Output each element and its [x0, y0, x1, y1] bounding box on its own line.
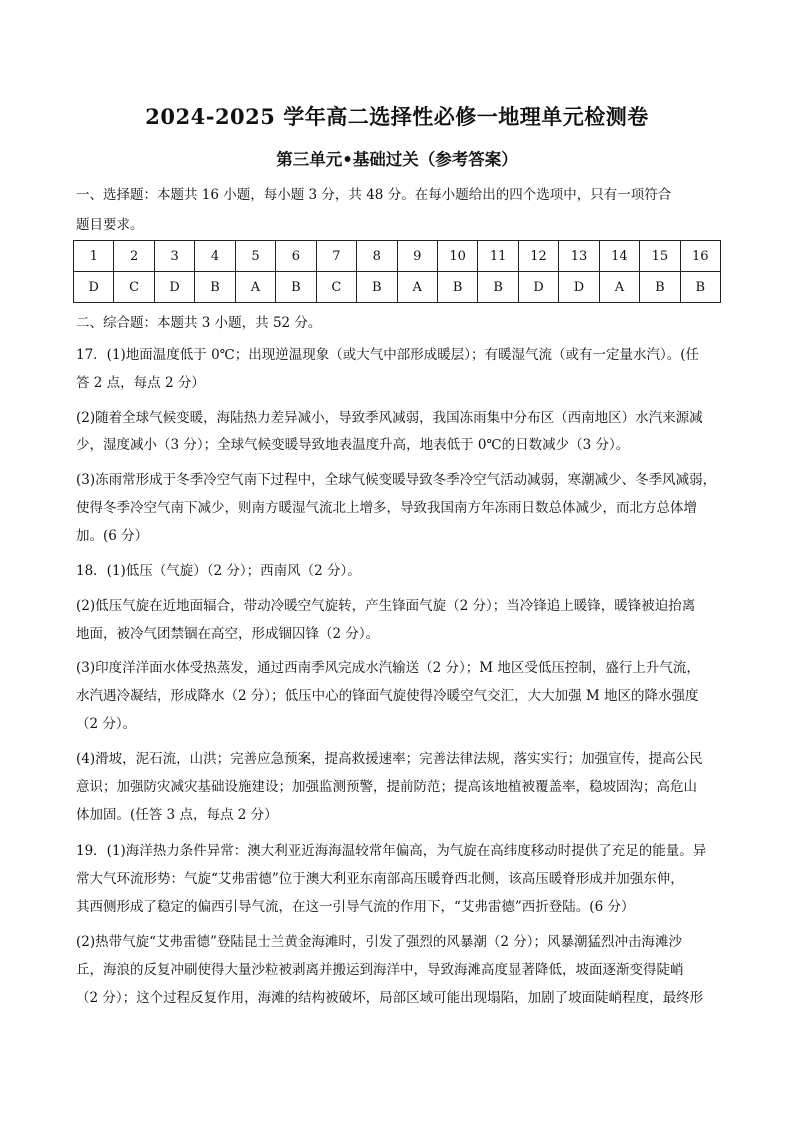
answer-table-answer-row [74, 272, 721, 303]
question-number-cell: 4 [195, 241, 235, 272]
question-number-cell: 16 [680, 241, 720, 272]
answer-cell: B [195, 272, 235, 303]
answer-text-line: 17．(1)地面温度低于 0℃；出现逆温现象（或大气中部形成暖层）；有暖湿气流（或有一定量水汽）。(任 [76, 347, 700, 363]
answer-text-line: (3)冻雨常形成于冬季冷空气南下过程中，全球气候变暖导致冬季冷空气活动减弱，寒潮减少、冬季风减弱， [76, 472, 717, 488]
answer-text-line: (4)滑坡，泥石流，山洪；完善应急预案，提高救援速率；完善法律法规，落实实行；加强宣传，提高公民 [76, 751, 703, 767]
question-number-cell: 6 [276, 241, 316, 272]
page-subtitle: 第三单元•基础过关（参考答案） [276, 150, 518, 169]
question-number-cell: 8 [357, 241, 397, 272]
answer-text-line: (2)热带气旋“艾弗雷德”登陆昆士兰黄金海滩时，引发了强烈的风暴潮（2 分）；风暴潮猛烈冲击海滩沙 [76, 934, 683, 950]
answer-cell: A [599, 272, 639, 303]
section1-heading-line1: 一、选择题：本题共 16 小题，每小题 3 分，共 48 分。在每小题给出的四个选项中，只有一项符合 [76, 187, 672, 203]
question-number-cell: 13 [559, 241, 599, 272]
answer-cell: D [74, 272, 114, 303]
answer-text-line: （2 分）；这个过程反复作用，海滩的结构被破坏，局部区域可能出现塌陷，加剧了坡面陡峭程度，最终形 [76, 990, 704, 1006]
question-number-cell: 2 [114, 241, 154, 272]
answer-text-line: 意识；加强防灾减灾基础设施建设；加强监测预警，提前防范；提高该地植被覆盖率，稳坡固沟；高危山 [76, 779, 697, 795]
question-number-cell: 1 [74, 241, 114, 272]
question-number-cell: 11 [478, 241, 518, 272]
answer-cell: D [154, 272, 194, 303]
answer-cell: D [518, 272, 558, 303]
answer-cell: B [357, 272, 397, 303]
question-number-cell: 12 [518, 241, 558, 272]
answer-cell: B [478, 272, 518, 303]
answer-text-line: (2)低压气旋在近地面辐合，带动冷暖空气旋转，产生锋面气旋（2 分）；当冷锋追上暖锋，暖锋被迫抬离 [76, 598, 696, 614]
question-number-cell: 3 [154, 241, 194, 272]
answer-text-line: (2)随着全球气候变暖，海陆热力差异减小，导致季风减弱，我国冻雨集中分布区（西南地区）水汽来源减 [76, 410, 703, 426]
answer-text-line: 使得冬季冷空气南下减少，则南方暖湿气流北上增多，导致我国南方年冻雨日数总体减少，而北方总体增 [76, 500, 697, 516]
answer-text-line: (3)印度洋洋面水体受热蒸发，通过西南季风完成水汽输送（2 分）；M 地区受低压控制，盛行上升气流， [76, 660, 700, 676]
answer-cell: B [680, 272, 720, 303]
question-number-cell: 15 [640, 241, 680, 272]
section1-heading-line2: 题目要求。 [76, 217, 144, 233]
question-number-cell: 9 [397, 241, 437, 272]
answer-cell: A [235, 272, 275, 303]
answer-text-line: 常大气环流形势：气旋“艾弗雷德”位于澳大利亚东南部高压暖脊西北侧，该高压暖脊形成并加强东伸， [76, 871, 684, 887]
answer-cell: C [316, 272, 356, 303]
section2-heading: 二、综合题：本题共 3 小题，共 52 分。 [76, 315, 322, 331]
answer-text-line: 体加固。(任答 3 点，每点 2 分） [76, 807, 278, 823]
answer-text-line: 其西侧形成了稳定的偏西引导气流，在这一引导气流的作用下，“艾弗雷德”西折登陆。(6 分） [76, 899, 635, 915]
question-number-cell: 5 [235, 241, 275, 272]
answer-text-line: 地面，被冷气团禁锢在高空，形成锢囚锋（2 分）。 [76, 626, 380, 642]
question-number-cell: 7 [316, 241, 356, 272]
answer-text-line: 18．(1)低压（气旋）（2 分）；西南风（2 分）。 [76, 563, 361, 579]
question-number-cell: 10 [437, 241, 477, 272]
answer-text-line: 答 2 点，每点 2 分） [76, 375, 205, 391]
answer-text-line: 少，湿度减小（3 分）；全球气候变暖导致地表温度升高，地表低于 0℃的日数减少（3 分）。 [76, 437, 630, 453]
answer-cell: A [397, 272, 437, 303]
answer-text-line: 丘，海浪的反复冲刷使得大量沙粒被剥离并搬运到海洋中，导致海滩高度显著降低，坡面逐渐变得陡峭 [76, 962, 684, 978]
answer-cell: B [640, 272, 680, 303]
answer-cell: D [559, 272, 599, 303]
answer-table [73, 240, 721, 303]
answer-cell: B [437, 272, 477, 303]
answer-text-line: （2 分）。 [76, 716, 137, 732]
answer-text-line: 加。(6 分） [76, 528, 149, 544]
answer-cell: C [114, 272, 154, 303]
answer-cell: B [276, 272, 316, 303]
question-number-cell: 14 [599, 241, 639, 272]
page-title: 2024-2025 学年高二选择性必修一地理单元检测卷 [145, 104, 649, 129]
answer-text-line: 水汽遇冷凝结，形成降水（2 分）；低压中心的锋面气旋使得冷暖空气交汇，大大加强 M 地区的降水强度 [76, 688, 699, 704]
answer-text-line: 19．(1)海洋热力条件异常：澳大利亚近海海温较常年偏高，为气旋在高纬度移动时提供了充足的能量。异 [76, 843, 707, 859]
answer-table-number-row [74, 241, 721, 272]
